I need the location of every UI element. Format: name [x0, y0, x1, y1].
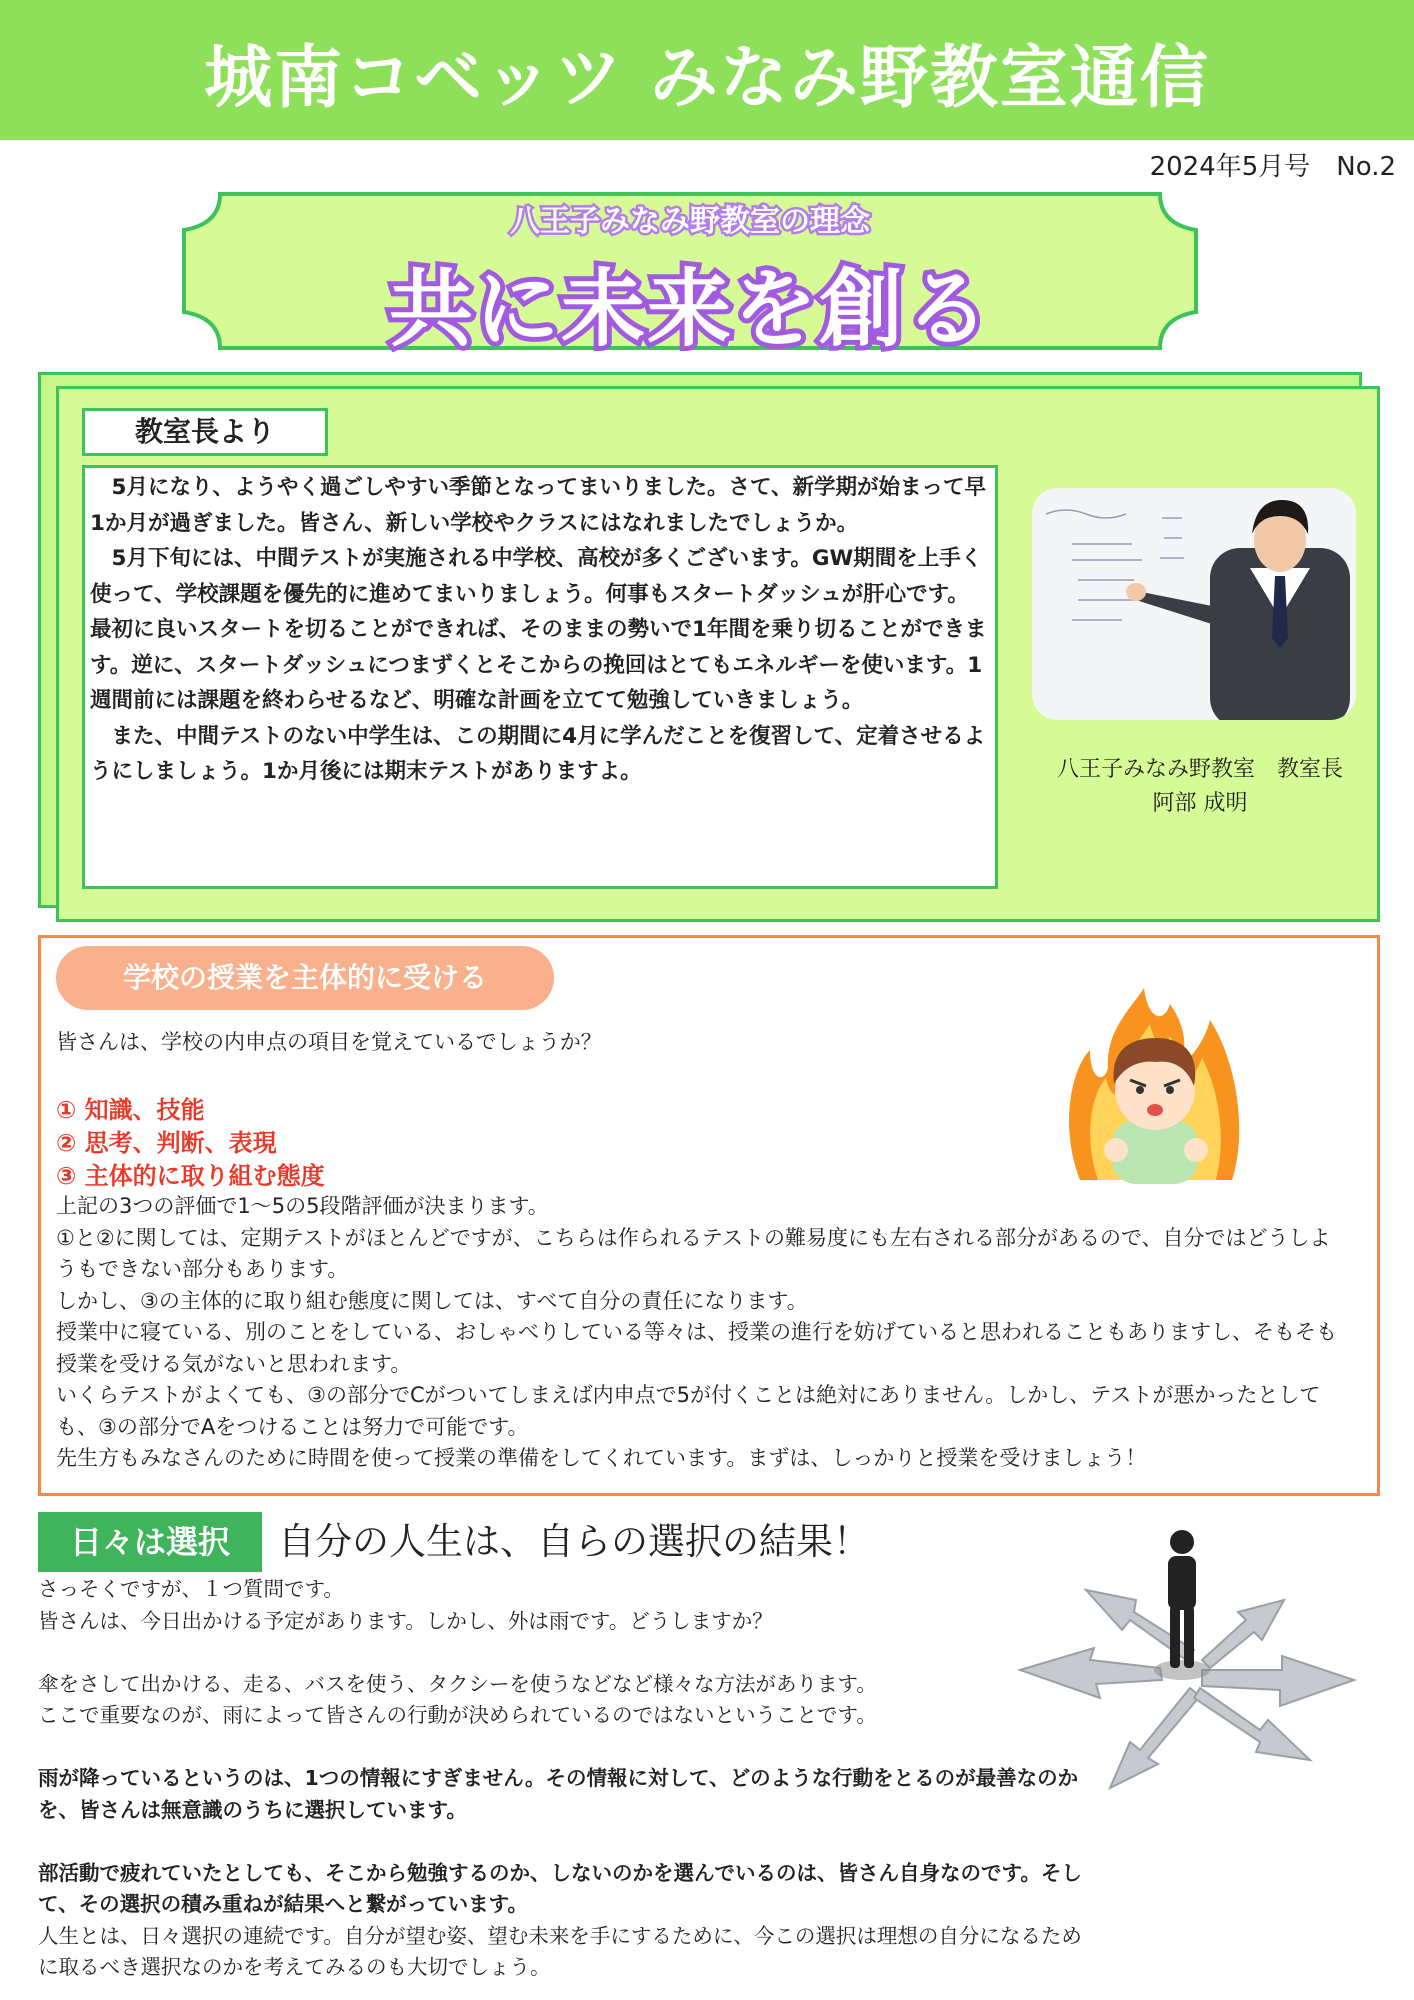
fired-up-child-illustration: [1060, 980, 1250, 1190]
photo-caption-title: 八王子みなみ野教室 教室長: [1056, 757, 1343, 782]
criteria-item: ② 思考、判断、表現: [56, 1129, 277, 1157]
director-photo: [1032, 488, 1356, 720]
motto-main-text: 共に未来を創る: [388, 260, 991, 358]
criteria-item: ③ 主体的に取り組む態度: [56, 1162, 325, 1190]
daily-paragraph: 傘をさして出かける、走る、バスを使う、タクシーを使うなどなど様々な方法があります。: [38, 1671, 877, 1696]
daily-paragraph: 人生とは、日々選択の連続です。自分が望む姿、望む未来を手にするために、今この選択は理想の自分になるために取るべき選択なのかを考えてみるのも大切でしょう。: [38, 1923, 1082, 1979]
message-text: [90, 470, 990, 790]
message-label: 教室長より: [82, 408, 328, 456]
daily-choice-tag: 日々は選択: [38, 1512, 262, 1572]
lesson-paragraph: 先生方もみなさんのために時間を使って授業の準備をしてくれています。まずは、しっかりと授業を受けましょう！: [56, 1446, 1147, 1470]
lesson-paragraph: 授業中に寝ている、別のことをしている、おしゃべりしている等々は、授業の進行を妨げていると思われることもありますし、そもそも授業を受ける気がないと思われます。: [56, 1320, 1337, 1376]
daily-paragraph-bold: 部活動で疲れていたとしても、そこから勉強するのか、しないのかを選んでいるのは、皆さん自身なのです。そして、その選択の積み重ねが結果へと繋がっています。: [38, 1860, 1082, 1916]
lesson-question: 皆さんは、学校の内申点の項目を覚えているでしょうか？: [56, 1030, 602, 1054]
newsletter-title: 城南コベッツ みなみ野教室通信: [204, 39, 1210, 118]
lesson-paragraph: ①と②に関しては、定期テストがほとんどですが、こちらは作られるテストの難易度にも左右される部分があるので、自分ではどうしようもできない部分もあります。: [56, 1225, 1331, 1281]
message-paragraph: 5月下旬には、中間テストが実施される中学校、高校が多くございます。GW期間を上手く使って、学校課題を優先的に進めてまいりましょう。何事もスタートダッシュが肝心です。最初に良いスタートを切ることができれば、そのままの勢いで1年間を乗り切ることができます。逆に、スタートダッシュにつまずくとそこからの挽回はとてもエネルギーを使います。1週間前には課題を終わらせるなど、明確な計画を立てて勉強していきましょう。: [90, 546, 987, 713]
message-paragraph: また、中間テストのない中学生は、この期間に4月に学んだことを復習して、定着させるようにしましょう。1か月後には期末テストがありますよ。: [90, 723, 986, 784]
lesson-body: [56, 1191, 1346, 1475]
lesson-paragraph: 上記の3つの評価で1～5の5段階評価が決まります。: [56, 1194, 549, 1218]
message-paragraph: 5月になり、ようやく過ごしやすい季節となってまいりました。さて、新学期が始まって早1か月が過ぎました。皆さん、新しい学校やクラスにはなれましたでしょうか。: [90, 475, 987, 536]
daily-paragraph-bold: 雨が降っているというのは、1つの情報にすぎません。その情報に対して、どのような行動をとるのが最善なのかを、皆さんは無意識のうちに選択しています。: [38, 1766, 1079, 1822]
lesson-paragraph: いくらテストがよくても、③の部分でCがついてしまえば内申点で5が付くことは絶対にありません。しかし、テストが悪かったとしても、③の部分でAをつけることは努力で可能です。: [56, 1383, 1321, 1439]
lesson-paragraph: しかし、③の主体的に取り組む態度に関しては、すべて自分の責任になります。: [56, 1288, 808, 1313]
photo-caption-name: 阿部 成明: [1152, 791, 1248, 816]
daily-paragraph: 皆さんは、今日出かける予定があります。しかし、外は雨です。どうしますか？: [38, 1608, 773, 1633]
motto-banner: [180, 190, 1200, 358]
daily-choice-body: [38, 1574, 1098, 1984]
daily-paragraph: ここで重要なのが、雨によって皆さんの行動が決められているのではないということです。: [38, 1703, 877, 1727]
header-banner: [0, 0, 1414, 140]
motto-subtitle: 八王子みなみ野教室の理念: [510, 204, 870, 239]
lesson-title: 学校の授業を主体的に受ける: [56, 946, 554, 1010]
criteria-item: ① 知識、技能: [56, 1096, 205, 1124]
daily-paragraph: さっそくですが、１つ質問です。: [38, 1577, 344, 1601]
issue-number: 2024年5月号 No.2: [1149, 152, 1396, 182]
daily-choice-title: 自分の人生は、自らの選択の結果！: [278, 1520, 870, 1563]
